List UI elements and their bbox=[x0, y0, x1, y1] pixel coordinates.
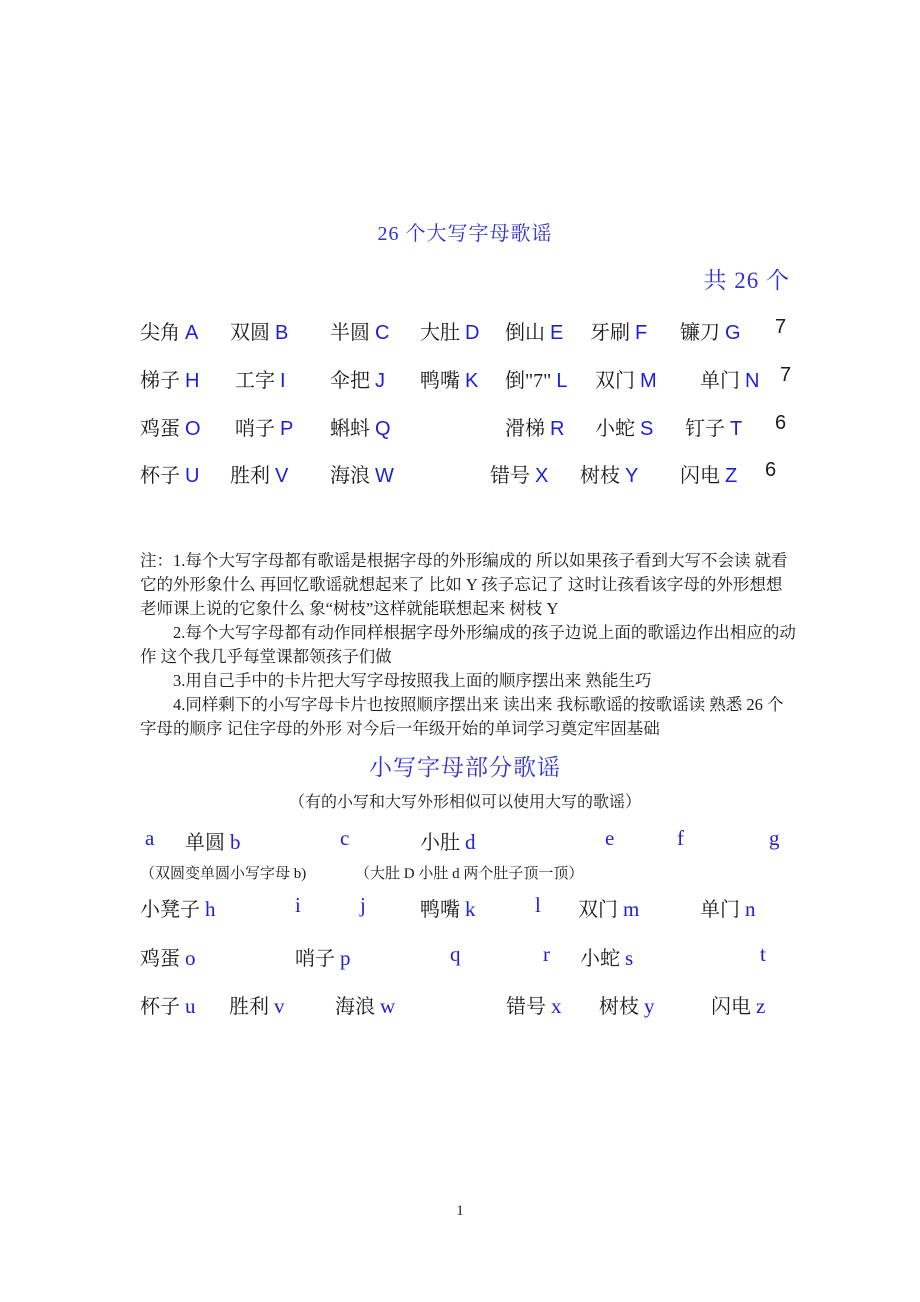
row-count: 6 bbox=[775, 412, 787, 434]
mnemonic-label: 双门 bbox=[578, 899, 618, 921]
mnemonic-label: 小凳子 bbox=[140, 899, 200, 921]
notes-paragraph-2: 2.每个大写字母都有动作同样根据字母外形编成的孩子边说上面的歌谣边作出相应的动作 这个我几乎每堂课都领孩子们做 bbox=[140, 623, 796, 666]
letter-item bbox=[505, 316, 563, 345]
letter-item bbox=[595, 364, 657, 393]
letter-glyph: W bbox=[375, 465, 394, 487]
mnemonic-label: 哨子 bbox=[235, 418, 275, 440]
mnemonic-label: 鸭嘴 bbox=[420, 899, 460, 921]
mnemonic-label: 小蛇 bbox=[580, 948, 620, 970]
mnemonic-label: 胜利 bbox=[230, 465, 270, 487]
mnemonic-label: 倒山 bbox=[505, 322, 545, 344]
letter-item bbox=[700, 893, 756, 922]
letter-glyph: j bbox=[360, 893, 366, 917]
letter-glyph: q bbox=[450, 942, 461, 966]
letter-item bbox=[672, 826, 684, 851]
mnemonic-label: 工字 bbox=[235, 370, 275, 392]
letter-item bbox=[230, 459, 288, 488]
letter-glyph: k bbox=[465, 897, 476, 921]
page-number: 1 bbox=[456, 1203, 464, 1219]
mnemonic-label: 双圆 bbox=[230, 322, 270, 344]
lowercase-row-1 bbox=[140, 826, 840, 856]
letter-glyph: A bbox=[185, 322, 199, 344]
letter-item bbox=[595, 412, 653, 441]
letter-item bbox=[140, 990, 196, 1019]
letter-item bbox=[445, 942, 461, 967]
letter-glyph: Q bbox=[375, 418, 391, 440]
letter-item bbox=[680, 316, 741, 345]
mnemonic-label: 海浪 bbox=[335, 996, 375, 1018]
mnemonic-label: 树枝 bbox=[580, 465, 620, 487]
mnemonic-label: 倒"7" bbox=[505, 370, 552, 392]
letter-item bbox=[711, 990, 765, 1019]
letter-glyph: t bbox=[760, 942, 766, 966]
notes-paragraph-3: 3.用自己手中的卡片把大写字母按照我上面的顺序摆出来 熟能生巧 bbox=[173, 671, 652, 690]
letter-glyph: c bbox=[340, 826, 350, 850]
letter-glyph: u bbox=[185, 994, 196, 1018]
letter-item bbox=[140, 459, 199, 488]
letter-item bbox=[580, 459, 638, 488]
letter-glyph: b bbox=[230, 830, 241, 854]
notes-paragraph-1: 注：1.每个大写字母都有歌谣是根据字母的外形编成的 所以如果孩子看到大写不会读 就看它的外形象什么 再回忆歌谣就想起来了 比如 Y 孩子忘记了 这时让孩看该字母的外形想想老师课上说的它象什么 象“树枝”这样就能联想起来 树枝 Y bbox=[140, 551, 788, 618]
lowercase-section-title: 小写字母部分歌谣 bbox=[369, 755, 561, 780]
letter-glyph: R bbox=[550, 418, 565, 440]
mnemonic-label: 错号 bbox=[490, 465, 530, 487]
mnemonic-label: 单门 bbox=[700, 370, 740, 392]
letter-item bbox=[230, 316, 288, 345]
letter-glyph: O bbox=[185, 418, 201, 440]
mnemonic-label: 半圆 bbox=[330, 322, 370, 344]
letter-glyph: X bbox=[535, 465, 549, 487]
letter-item bbox=[140, 826, 154, 851]
letter-item bbox=[229, 990, 285, 1019]
mnemonic-label: 闪电 bbox=[680, 465, 720, 487]
letter-item bbox=[578, 893, 639, 922]
letter-item bbox=[235, 364, 286, 393]
letter-item bbox=[764, 826, 780, 851]
letter-item bbox=[335, 990, 395, 1019]
notes-paragraph-4: 4.同样剩下的小写字母卡片也按照顺序摆出来 读出来 我标歌谣的按歌谣读 熟悉 26 个字母的顺序 记住字母的外形 对今后一年级开始的单词学习奠定牢固基础 bbox=[140, 695, 784, 738]
letter-glyph: F bbox=[635, 322, 648, 344]
letter-glyph: S bbox=[640, 418, 654, 440]
lowercase-hints-row bbox=[140, 862, 840, 892]
notes-block bbox=[140, 549, 797, 741]
uppercase-row-3 bbox=[140, 412, 840, 442]
mnemonic-label: 双门 bbox=[595, 370, 635, 392]
letter-item bbox=[330, 316, 389, 345]
letter-glyph: E bbox=[550, 322, 564, 344]
uppercase-row-2 bbox=[140, 364, 840, 394]
letter-glyph: p bbox=[340, 946, 351, 970]
mnemonic-label: 镰刀 bbox=[680, 322, 720, 344]
letter-glyph: m bbox=[623, 897, 640, 921]
letter-glyph: s bbox=[625, 946, 634, 970]
letter-glyph: l bbox=[535, 893, 541, 917]
mnemonic-label: 滑梯 bbox=[505, 418, 545, 440]
letter-glyph: D bbox=[465, 322, 480, 344]
letter-item bbox=[330, 412, 391, 441]
letter-item bbox=[680, 459, 737, 488]
letter-item bbox=[505, 364, 567, 393]
uppercase-row-1 bbox=[140, 316, 840, 346]
letter-item bbox=[140, 412, 201, 441]
letter-glyph: a bbox=[145, 826, 155, 850]
letter-glyph: P bbox=[280, 418, 294, 440]
letter-glyph: d bbox=[465, 830, 476, 854]
letter-item bbox=[538, 942, 550, 967]
letter-item bbox=[140, 364, 199, 393]
mnemonic-label: 鸭嘴 bbox=[420, 370, 460, 392]
letter-glyph: x bbox=[551, 994, 562, 1018]
mnemonic-label: 梯子 bbox=[140, 370, 180, 392]
letter-glyph: n bbox=[745, 897, 756, 921]
letter-glyph: h bbox=[205, 897, 216, 921]
uppercase-row-4 bbox=[140, 459, 840, 489]
letter-item bbox=[600, 826, 614, 851]
letter-item bbox=[140, 893, 216, 922]
letter-glyph: I bbox=[280, 370, 286, 392]
letter-glyph: L bbox=[556, 370, 568, 392]
letter-item bbox=[685, 412, 742, 441]
mnemonic-label: 单门 bbox=[700, 899, 740, 921]
mnemonic-label: 鸡蛋 bbox=[140, 948, 180, 970]
letter-item bbox=[530, 893, 541, 918]
lowercase-row-3 bbox=[140, 942, 840, 972]
mnemonic-label: 牙刷 bbox=[590, 322, 630, 344]
letter-glyph: C bbox=[375, 322, 390, 344]
mnemonic-label: 小肚 bbox=[420, 832, 460, 854]
letter-glyph: Z bbox=[725, 465, 738, 487]
letter-item bbox=[506, 990, 562, 1019]
letter-item bbox=[420, 893, 476, 922]
letter-item bbox=[420, 364, 478, 393]
letter-glyph: v bbox=[274, 994, 285, 1018]
letter-item bbox=[580, 942, 633, 971]
letter-item bbox=[335, 826, 349, 851]
letter-glyph: r bbox=[543, 942, 550, 966]
letter-glyph: T bbox=[730, 418, 743, 440]
letter-item bbox=[355, 893, 366, 918]
letter-item bbox=[330, 364, 385, 393]
mnemonic-label: 单圆 bbox=[185, 832, 225, 854]
letter-item bbox=[185, 826, 241, 855]
letter-glyph: K bbox=[465, 370, 479, 392]
mnemonic-label: 哨子 bbox=[295, 948, 335, 970]
mnemonic-label: 小蛇 bbox=[595, 418, 635, 440]
letter-glyph: w bbox=[380, 994, 396, 1018]
lowercase-row-2 bbox=[140, 893, 840, 923]
mnemonic-label: 鸡蛋 bbox=[140, 418, 180, 440]
letter-item bbox=[140, 942, 196, 971]
row-count: 7 bbox=[780, 364, 792, 386]
mnemonic-label: 闪电 bbox=[711, 996, 751, 1018]
letter-glyph: J bbox=[375, 370, 385, 392]
letter-item bbox=[295, 942, 351, 971]
letter-glyph: G bbox=[725, 322, 741, 344]
letter-glyph: B bbox=[275, 322, 289, 344]
mnemonic-label: 胜利 bbox=[229, 996, 269, 1018]
hint-note-b: （双圆变单圆小写字母 b) bbox=[140, 866, 307, 882]
letter-item bbox=[420, 316, 479, 345]
letter-glyph: N bbox=[745, 370, 760, 392]
letter-glyph: U bbox=[185, 465, 200, 487]
letter-item bbox=[140, 316, 198, 345]
hint-note-d: （大肚 D 小肚 d 两个肚子顶一顶） bbox=[355, 866, 584, 882]
letter-glyph: f bbox=[677, 826, 684, 850]
letter-glyph: y bbox=[644, 994, 655, 1018]
mnemonic-label: 大肚 bbox=[420, 322, 460, 344]
mnemonic-label: 杯子 bbox=[140, 996, 180, 1018]
letter-glyph: H bbox=[185, 370, 200, 392]
lowercase-section-subtitle: （有的小写和大写外形相似可以使用大写的歌谣） bbox=[288, 794, 641, 811]
letter-item bbox=[590, 316, 647, 345]
total-count-label: 共 26 个 bbox=[703, 268, 790, 293]
letter-item bbox=[290, 893, 301, 918]
letter-glyph: Y bbox=[625, 465, 639, 487]
letter-item bbox=[755, 942, 766, 967]
page-title: 26 个大写字母歌谣 bbox=[377, 223, 553, 245]
letter-glyph: z bbox=[756, 994, 766, 1018]
letter-glyph: o bbox=[185, 946, 196, 970]
letter-item bbox=[330, 459, 394, 488]
letter-glyph: M bbox=[640, 370, 657, 392]
mnemonic-label: 蝌蚪 bbox=[330, 418, 370, 440]
letter-glyph: V bbox=[275, 465, 289, 487]
mnemonic-label: 钉子 bbox=[685, 418, 725, 440]
letter-item bbox=[420, 826, 476, 855]
letter-item bbox=[700, 364, 759, 393]
row-count: 7 bbox=[775, 316, 787, 338]
letter-item bbox=[490, 459, 548, 488]
lowercase-row-4 bbox=[140, 990, 840, 1020]
letter-glyph: i bbox=[295, 893, 301, 917]
letter-glyph: g bbox=[769, 826, 780, 850]
letter-item bbox=[505, 412, 564, 441]
mnemonic-label: 树枝 bbox=[599, 996, 639, 1018]
mnemonic-label: 杯子 bbox=[140, 465, 180, 487]
letter-item bbox=[599, 990, 655, 1019]
mnemonic-label: 错号 bbox=[506, 996, 546, 1018]
mnemonic-label: 伞把 bbox=[330, 370, 370, 392]
letter-glyph: e bbox=[605, 826, 615, 850]
mnemonic-label: 海浪 bbox=[330, 465, 370, 487]
letter-item bbox=[235, 412, 293, 441]
row-count: 6 bbox=[765, 459, 777, 481]
mnemonic-label: 尖角 bbox=[140, 322, 180, 344]
